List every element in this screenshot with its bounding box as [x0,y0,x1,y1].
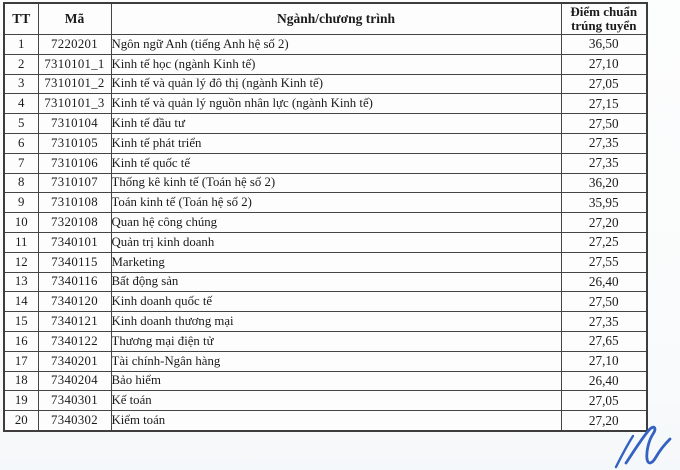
table-row [4,252,647,272]
cell-code: 7310101_3 [38,94,111,114]
cell-major: Tài chính-Ngân hàng [111,351,561,371]
cell-score: 36,20 [561,173,647,193]
cell-code: 7310106 [38,153,111,173]
cell-major: Kinh tế phát triển [111,133,561,153]
table-row [4,351,647,371]
cell-code: 7340204 [38,371,111,391]
cell-score: 27,35 [561,133,647,153]
cell-major: Kinh tế và quản lý đô thị (ngành Kinh tế) [111,74,561,94]
table-row [4,411,647,431]
admission-scores-table [3,2,648,432]
cell-major: Kinh tế quốc tế [111,153,561,173]
header-row [4,3,647,35]
cell-major: Quản trị kinh doanh [111,232,561,252]
table-row [4,272,647,292]
table-body [4,35,647,431]
cell-score: 27,15 [561,94,647,114]
cell-code: 7340116 [38,272,111,292]
cell-code: 7310107 [38,173,111,193]
cell-code: 7340201 [38,351,111,371]
cell-score: 35,95 [561,193,647,213]
header-cell-major: Ngành/chương trình [111,3,561,35]
cell-code: 7310101_1 [38,54,111,74]
cell-code: 7340120 [38,292,111,312]
header-cell-tt: TT [4,3,38,35]
cell-major: Ngôn ngữ Anh (tiếng Anh hệ số 2) [111,35,561,55]
cell-score: 27,35 [561,312,647,332]
cell-tt: 11 [4,232,38,252]
cell-tt: 13 [4,272,38,292]
cell-score: 27,10 [561,351,647,371]
cell-tt: 15 [4,312,38,332]
cell-score: 27,65 [561,331,647,351]
cell-tt: 5 [4,114,38,134]
cell-major: Toán kinh tế (Toán hệ số 2) [111,193,561,213]
cell-major: Thống kê kinh tế (Toán hệ số 2) [111,173,561,193]
cell-major: Bất động sản [111,272,561,292]
cell-code: 7340302 [38,411,111,431]
header-cell-score: Điểm chuẩn trúng tuyển [561,3,647,35]
cell-major: Bảo hiểm [111,371,561,391]
cell-tt: 17 [4,351,38,371]
table-row [4,292,647,312]
cell-major: Kiểm toán [111,411,561,431]
cell-score: 27,50 [561,114,647,134]
table-row [4,331,647,351]
cell-tt: 9 [4,193,38,213]
cell-score: 27,35 [561,153,647,173]
cell-major: Kinh tế và quản lý nguồn nhân lực (ngành Kinh tế) [111,94,561,114]
table-row [4,391,647,411]
cell-major: Kế toán [111,391,561,411]
table-row [4,94,647,114]
cell-score: 27,20 [561,213,647,233]
cell-score: 26,40 [561,272,647,292]
cell-code: 7310101_2 [38,74,111,94]
cell-code: 7220201 [38,35,111,55]
signature-mark [606,423,678,469]
table-row [4,173,647,193]
cell-code: 7310105 [38,133,111,153]
cell-score: 27,05 [561,74,647,94]
table-row [4,232,647,252]
table-row [4,54,647,74]
cell-code: 7310108 [38,193,111,213]
table-row [4,133,647,153]
cell-major: Kinh doanh quốc tế [111,292,561,312]
cell-score: 27,20 [561,411,647,431]
cell-tt: 6 [4,133,38,153]
cell-major: Thương mại điện tử [111,331,561,351]
table-row [4,74,647,94]
cell-major: Marketing [111,252,561,272]
table-header [4,3,647,35]
table-row [4,114,647,134]
cell-tt: 19 [4,391,38,411]
cell-tt: 8 [4,173,38,193]
handwritten-ink-icon [606,423,678,469]
cell-tt: 10 [4,213,38,233]
cell-score: 27,50 [561,292,647,312]
cell-tt: 3 [4,74,38,94]
cell-tt: 16 [4,331,38,351]
table-row [4,213,647,233]
cell-code: 7320108 [38,213,111,233]
cell-code: 7340122 [38,331,111,351]
cell-tt: 14 [4,292,38,312]
table-row [4,35,647,55]
cell-tt: 1 [4,35,38,55]
cell-major: Kinh tế học (ngành Kinh tế) [111,54,561,74]
cell-code: 7340301 [38,391,111,411]
cell-score: 26,40 [561,371,647,391]
cell-tt: 7 [4,153,38,173]
table-row [4,312,647,332]
cell-code: 7310104 [38,114,111,134]
cell-major: Quan hệ công chúng [111,213,561,233]
cell-code: 7340121 [38,312,111,332]
cell-tt: 18 [4,371,38,391]
cell-code: 7340115 [38,252,111,272]
cell-major: Kinh tế đầu tư [111,114,561,134]
cell-score: 27,05 [561,391,647,411]
table-row [4,153,647,173]
cell-tt: 12 [4,252,38,272]
cell-code: 7340101 [38,232,111,252]
cell-major: Kinh doanh thương mại [111,312,561,332]
cell-score: 27,25 [561,232,647,252]
cell-tt: 20 [4,411,38,431]
cell-score: 36,50 [561,35,647,55]
cell-tt: 4 [4,94,38,114]
table-row [4,193,647,213]
cell-tt: 2 [4,54,38,74]
cell-score: 27,55 [561,252,647,272]
cell-score: 27,10 [561,54,647,74]
header-cell-code: Mã [38,3,111,35]
table-row [4,371,647,391]
